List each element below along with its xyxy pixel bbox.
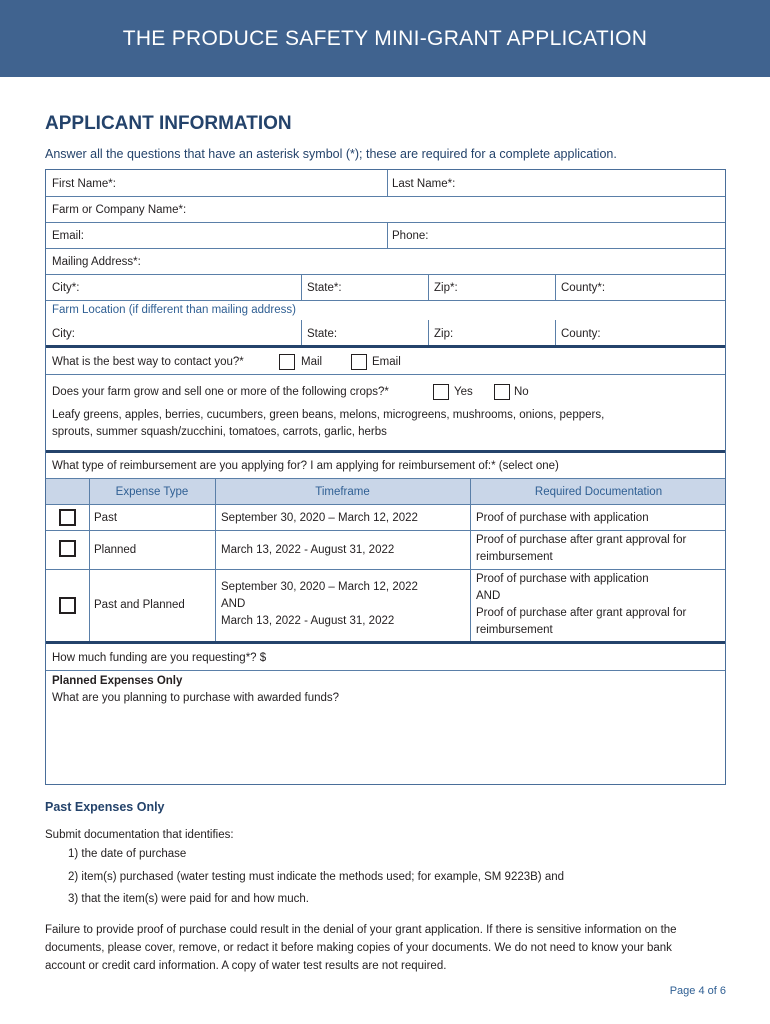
contact-mail-label: Mail (301, 356, 323, 368)
planned-checkbox[interactable] (59, 540, 76, 557)
row-divider (46, 641, 725, 644)
header-expense-type: Expense Type (115, 486, 189, 498)
col-divider (555, 274, 556, 300)
county-field[interactable]: County*: (561, 282, 606, 294)
farm-city-field[interactable]: City: (52, 328, 75, 340)
col-divider (215, 478, 216, 641)
funding-amount-field[interactable]: How much funding are you requesting*? $ (52, 652, 267, 664)
farm-name-field[interactable]: Farm or Company Name*: (52, 204, 187, 216)
phone-field[interactable]: Phone: (392, 230, 429, 242)
last-name-field[interactable]: Last Name*: (392, 178, 456, 190)
email-field[interactable]: Email: (52, 230, 84, 242)
crops-no-label: No (514, 386, 529, 398)
past-and-planned-checkbox[interactable] (59, 597, 76, 614)
planned-expenses-heading: Planned Expenses Only (52, 675, 183, 687)
instructions: Answer all the questions that have an asterisk symbol (*); these are required for a complete application. (45, 147, 617, 161)
col-divider (470, 478, 471, 641)
row-divider (46, 450, 725, 453)
applicant-form (45, 169, 726, 785)
past-note-line-3: account or credit card information. A copy of water test results are not required. (45, 960, 447, 972)
contact-email-label: Email (372, 356, 401, 368)
timeframe-line: March 13, 2022 - August 31, 2022 (221, 615, 395, 627)
past-expenses-intro: Submit documentation that identifies: (45, 829, 234, 841)
reimbursement-question: What type of reimbursement are you applying for? I am applying for reimbursement of:* (select one) (52, 460, 559, 472)
past-item-1: 1) the date of purchase (68, 848, 187, 860)
past-item-3: 3) that the item(s) were paid for and how much. (68, 893, 309, 905)
state-field[interactable]: State*: (307, 282, 342, 294)
mailing-address-field[interactable]: Mailing Address*: (52, 256, 141, 268)
expense-type-past: Past (94, 512, 118, 524)
crops-no-checkbox[interactable] (494, 384, 510, 400)
docs-line: Proof of purchase with application (476, 573, 649, 585)
expense-type-past-and-planned: Past and Planned (94, 599, 185, 611)
past-expenses-section (45, 800, 165, 814)
header-required-docs: Required Documentation (534, 486, 663, 498)
crops-yes-checkbox[interactable] (433, 384, 449, 400)
docs-past-and-planned (476, 571, 686, 639)
past-expenses-heading: Past Expenses Only (45, 800, 165, 814)
timeframe-line: AND (221, 598, 246, 610)
col-divider (89, 478, 90, 641)
farm-state-field[interactable]: State: (307, 328, 338, 340)
document-title: THE PRODUCE SAFETY MINI-GRANT APPLICATION (122, 26, 648, 50)
col-divider (555, 320, 556, 345)
farm-location-heading: Farm Location (if different than mailing address) (52, 304, 296, 316)
crops-list-line-1: Leafy greens, apples, berries, cucumbers, green beans, melons, microgreens, mushrooms, onions, peppers, (52, 409, 605, 421)
contact-question: What is the best way to contact you?* (52, 356, 244, 368)
docs-line: Proof of purchase after grant approval for (476, 607, 687, 619)
expense-type-planned: Planned (94, 544, 137, 556)
past-note-line-2: documents, please cover, remove, or redact it before making copies of your documents. We do not need to know your bank (45, 942, 672, 954)
page-banner (0, 0, 770, 77)
row-divider (46, 222, 725, 223)
section-title: APPLICANT INFORMATION (45, 113, 292, 134)
col-divider (387, 222, 388, 248)
past-item-2: 2) item(s) purchased (water testing must indicate the methods used; for example, SM 9223B) and (68, 871, 565, 883)
timeframe-planned: March 13, 2022 - August 31, 2022 (221, 544, 395, 556)
timeframe-past-and-planned (221, 579, 418, 630)
row-divider (46, 670, 725, 671)
page-number: Page 4 of 6 (669, 985, 726, 997)
docs-planned (476, 532, 686, 566)
docs-line: reimbursement (476, 624, 553, 636)
zip-field[interactable]: Zip*: (434, 282, 458, 294)
past-checkbox[interactable] (59, 509, 76, 526)
row-divider (46, 504, 725, 505)
row-divider (46, 530, 725, 531)
col-divider (301, 274, 302, 300)
crops-list-line-2: sprouts, summer squash/zucchini, tomatoes, carrots, garlic, herbs (52, 426, 387, 438)
row-divider (46, 274, 725, 275)
past-note-line-1: Failure to provide proof of purchase could result in the denial of your grant application. If there is sensitive information on the (45, 924, 677, 936)
row-divider (46, 248, 725, 249)
crops-question: Does your farm grow and sell one or more of the following crops?* (52, 386, 389, 398)
contact-mail-checkbox[interactable] (279, 354, 295, 370)
first-name-field[interactable]: First Name*: (52, 178, 116, 190)
planned-purchase-field[interactable]: What are you planning to purchase with awarded funds? (52, 692, 340, 704)
row-divider (46, 374, 725, 375)
city-field[interactable]: City*: (52, 282, 80, 294)
docs-past: Proof of purchase with application (476, 512, 649, 524)
col-divider (428, 274, 429, 300)
header-timeframe: Timeframe (315, 486, 370, 498)
docs-planned-line: Proof of purchase after grant approval for (476, 534, 687, 546)
docs-line: AND (476, 590, 501, 602)
row-divider (46, 300, 725, 301)
row-divider (46, 196, 725, 197)
col-divider (301, 320, 302, 345)
timeframe-line: September 30, 2020 – March 12, 2022 (221, 581, 418, 593)
crops-yes-label: Yes (454, 386, 473, 398)
col-divider (387, 170, 388, 196)
docs-planned-line: reimbursement (476, 551, 553, 563)
timeframe-past: September 30, 2020 – March 12, 2022 (221, 512, 418, 524)
farm-county-field[interactable]: County: (561, 328, 601, 340)
row-divider (46, 345, 725, 348)
row-divider (46, 569, 725, 570)
contact-email-checkbox[interactable] (351, 354, 367, 370)
farm-zip-field[interactable]: Zip: (434, 328, 454, 340)
col-divider (428, 320, 429, 345)
